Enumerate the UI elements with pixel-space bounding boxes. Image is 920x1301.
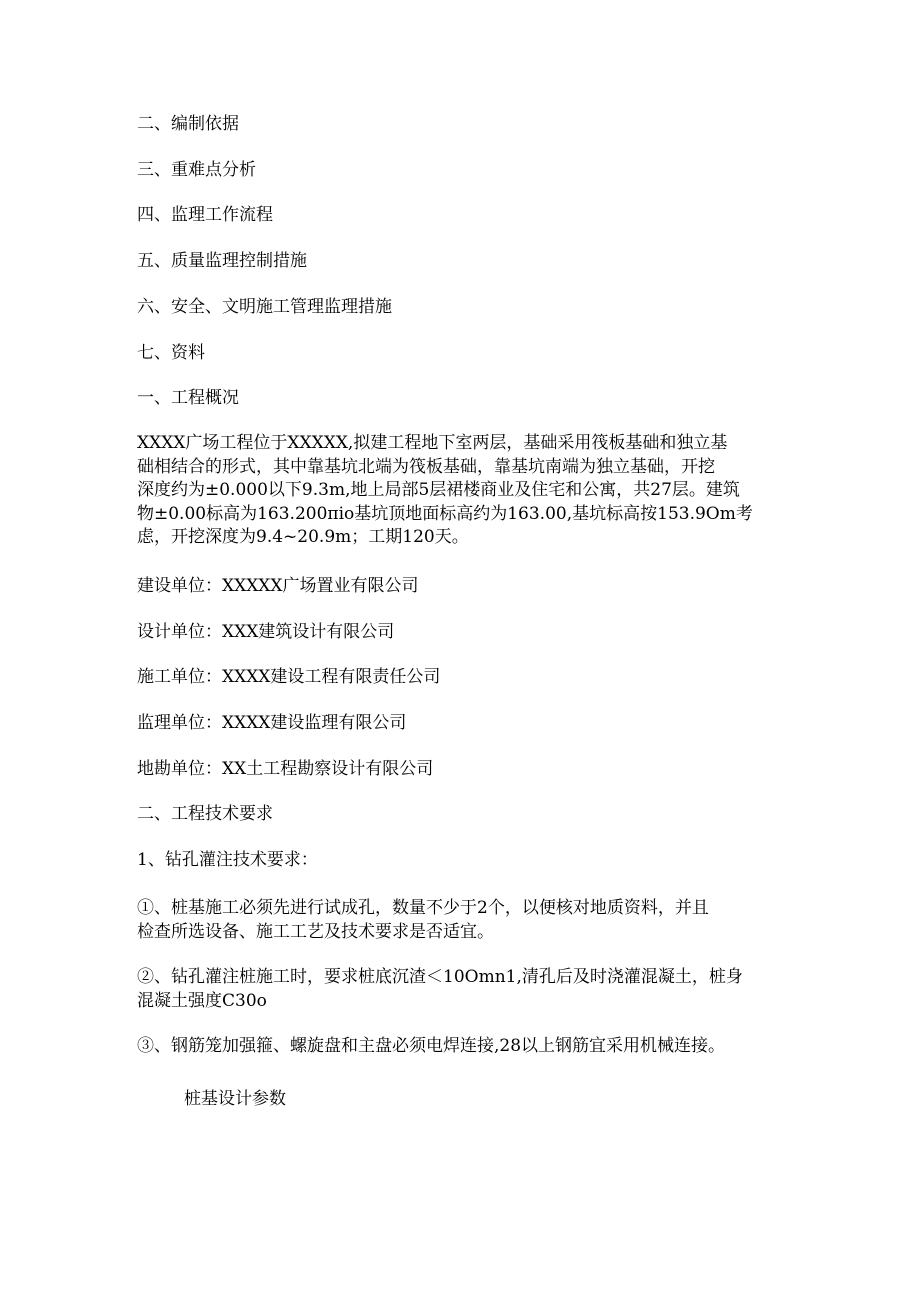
- section-heading-technical: 二、工程技术要求: [137, 804, 273, 824]
- unit-owner: 建设单位：XXXXX广场置业有限公司: [137, 576, 419, 596]
- unit-survey: 地勘单位：XX土工程勘察设计有限公司: [137, 759, 434, 779]
- toc-item-7: 七、资料: [137, 343, 205, 363]
- unit-designer: 设计单位：XXX建筑设计有限公司: [137, 622, 395, 642]
- overview-line: 虑，开挖深度为9.4~20.9m；工期120天。: [137, 527, 469, 547]
- pile-parameters-title: 桩基设计参数: [184, 1089, 286, 1109]
- overview-paragraph: [137, 432, 787, 550]
- toc-item-6: 六、安全、文明施工管理监理措施: [137, 297, 392, 317]
- toc-item-2: 二、编制依据: [137, 114, 239, 134]
- toc-item-5: 五、质量监理控制措施: [137, 251, 307, 271]
- requirement-line: ②、钻孔灌注桩施工时，要求桩底沉渣＜10Omn1,清孔后及时浇灌混凝土，桩身: [137, 967, 743, 987]
- unit-supervisor: 监理单位：XXXX建设监理有限公司: [137, 713, 407, 733]
- requirement-item-2: [137, 966, 787, 1013]
- unit-contractor: 施工单位：XXXX建设工程有限责任公司: [137, 667, 441, 687]
- toc-item-4: 四、监理工作流程: [137, 205, 273, 225]
- toc-item-3: 三、重难点分析: [137, 160, 256, 180]
- requirement-item-3: ③、钢筋笼加强箍、螺旋盘和主盘必须电焊连接,28以上钢筋宜采用机械连接。: [137, 1036, 726, 1056]
- subheading-bored-pile: 1、钻孔灌注技术要求：: [137, 850, 318, 870]
- overview-line: 物±0.00标高为163.200πio基坑顶地面标高约为163.00,基坑标高按153.9Om考: [137, 503, 753, 524]
- requirement-line: ①、桩基施工必须先进行试成孔，数量不少于2个，以便核对地质资料，并且: [137, 898, 709, 918]
- overview-line: 础相结合的形式，其中靠基坑北端为筏板基础，靠基坑南端为独立基础，开挖: [137, 456, 715, 477]
- requirement-item-1: [137, 897, 787, 944]
- section-heading-overview: 一、工程概况: [137, 388, 239, 408]
- overview-line: XXXX广场工程位于XXXXX,拟建工程地下室两层，基础采用筏板基础和独立基: [137, 433, 728, 453]
- requirement-line: 检查所选设备、施工工艺及技术要求是否适宜。: [137, 921, 494, 942]
- requirement-line: 混凝土强度C30o: [137, 990, 267, 1011]
- overview-line: 深度约为±0.000以下9.3m,地上局部5层裙楼商业及住宅和公寓，共27层。建筑: [137, 480, 740, 500]
